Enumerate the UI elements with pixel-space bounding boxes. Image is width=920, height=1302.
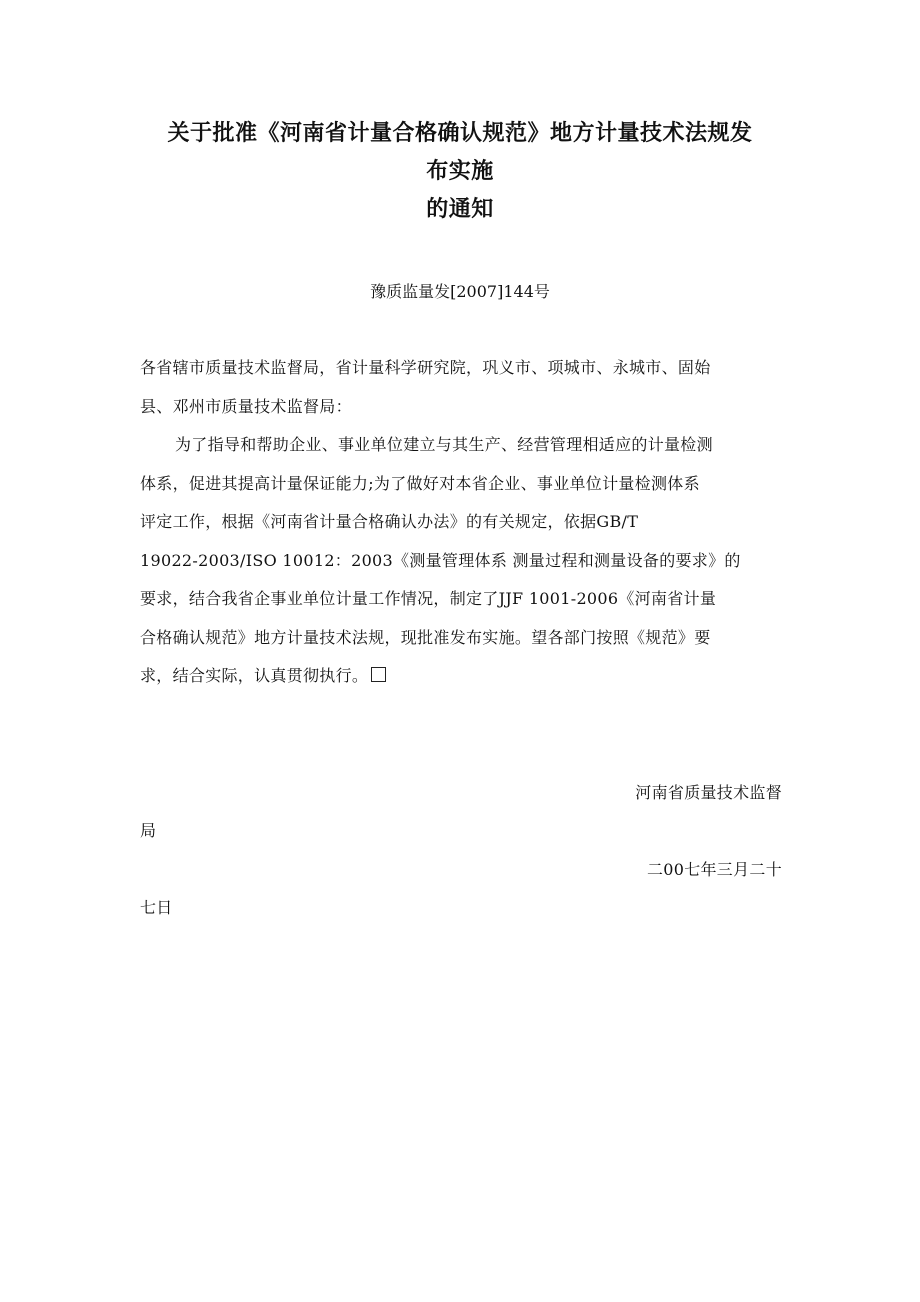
addressee-line-2: 县、邓州市质量技术监督局： bbox=[140, 397, 352, 416]
body-line-1: 为了指导和帮助企业、事业单位建立与其生产、经营管理相适应的计量检测 bbox=[175, 435, 713, 454]
document-title bbox=[120, 115, 800, 229]
body-line-3: 评定工作，根据《河南省计量合格确认办法》的有关规定，依据GB/T bbox=[140, 512, 639, 531]
title-line-2: 布实施 bbox=[426, 159, 494, 184]
body-line-7: 求，结合实际，认真贯彻执行。 bbox=[140, 666, 369, 685]
title-line-1: 关于批准《河南省计量合格确认规范》地方计量技术法规发 bbox=[167, 121, 753, 146]
signature-org-part-2: 局 bbox=[140, 821, 157, 840]
document-number: 豫质监量发[2007]144号 bbox=[370, 282, 550, 301]
signature-date-part-1: 二00七年三月二十 bbox=[646, 860, 782, 879]
body-line-4: 19022-2003/ISO 10012：2003《测量管理体系 测量过程和测量设备的要求》的 bbox=[140, 551, 741, 570]
title-line-3: 的通知 bbox=[426, 197, 494, 222]
body-line-5: 要求，结合我省企事业单位计量工作情况，制定了JJF 1001-2006《河南省计量 bbox=[140, 589, 717, 608]
placeholder-box-icon bbox=[371, 667, 386, 682]
body-line-2: 体系，促进其提高计量保证能力;为了做好对本省企业、事业单位计量检测体系 bbox=[140, 474, 700, 493]
signature-org-part-1: 河南省质量技术监督 bbox=[635, 783, 782, 802]
signature-date-part-2: 七日 bbox=[140, 898, 173, 917]
addressee-line-1: 各省辖市质量技术监督局，省计量科学研究院，巩义市、项城市、永城市、固始 bbox=[140, 358, 711, 377]
body-line-7-wrapper bbox=[140, 664, 386, 688]
body-line-6: 合格确认规范》地方计量技术法规，现批准发布实施。望各部门按照《规范》要 bbox=[140, 628, 711, 647]
